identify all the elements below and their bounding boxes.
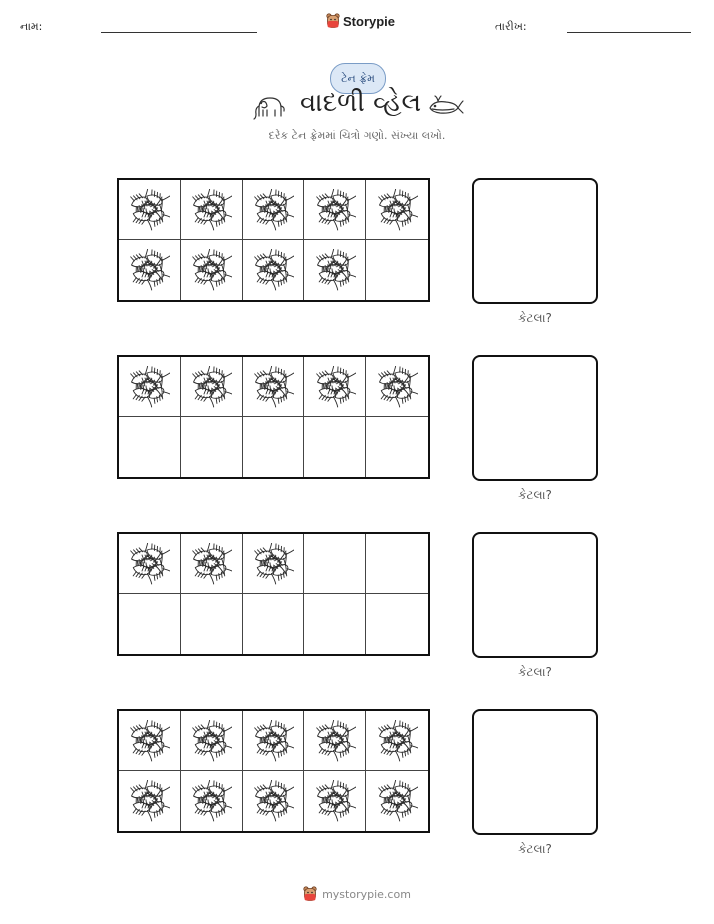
ten-frame-cell	[181, 180, 243, 240]
ten-frame-cell	[181, 534, 243, 594]
worksheet-title: વાદળી વ્હેલ	[300, 88, 422, 118]
ten-frame-cell	[181, 357, 243, 417]
ten-frame-cell	[366, 594, 428, 654]
ten-frame-cell	[119, 594, 181, 654]
krill-icon	[128, 780, 170, 822]
whale-icon	[428, 94, 464, 118]
krill-icon	[376, 720, 418, 762]
krill-icon	[190, 543, 232, 585]
krill-icon	[252, 249, 294, 291]
ten-frame-cell	[366, 711, 428, 771]
ten-frame-cell	[304, 711, 366, 771]
answer-box-1[interactable]	[472, 178, 598, 304]
footer-url: mystorypie.com	[322, 887, 411, 901]
krill-icon	[128, 543, 170, 585]
answer-box-4[interactable]	[472, 709, 598, 835]
title-row	[240, 88, 470, 128]
how-many-label-4: કેટલા?	[518, 842, 552, 856]
ten-frame-cell	[243, 771, 305, 831]
krill-icon	[128, 249, 170, 291]
ten-frame-cell	[304, 417, 366, 477]
ten-frame-3	[117, 532, 430, 656]
ten-frame-cell	[366, 534, 428, 594]
ten-frame-cell	[181, 417, 243, 477]
ten-frame-cell	[304, 534, 366, 594]
bear-icon	[326, 13, 340, 29]
ten-frame-cell	[304, 357, 366, 417]
krill-icon	[314, 780, 356, 822]
ten-frame-cell	[119, 357, 181, 417]
krill-icon	[252, 543, 294, 585]
ten-frame-2	[117, 355, 430, 479]
ten-frame-cell	[181, 711, 243, 771]
answer-box-3[interactable]	[472, 532, 598, 658]
date-field[interactable]	[567, 32, 691, 33]
ten-frame-cell	[366, 357, 428, 417]
krill-icon	[376, 780, 418, 822]
ten-frame-cell	[119, 240, 181, 300]
bear-icon	[303, 886, 317, 902]
ten-frame-cell	[243, 711, 305, 771]
topic-badge: ટેન ફ્રેમ	[330, 63, 386, 94]
ten-frame-4	[117, 709, 430, 833]
ten-frame-cell	[181, 240, 243, 300]
krill-icon	[252, 366, 294, 408]
brand-logo	[326, 13, 395, 29]
name-label: નામ:	[20, 20, 43, 33]
ten-frame-cell	[304, 771, 366, 831]
ten-frame-cell	[304, 180, 366, 240]
krill-icon	[128, 189, 170, 231]
ten-frame-cell	[119, 771, 181, 831]
ten-frame-cell	[366, 417, 428, 477]
answer-box-2[interactable]	[472, 355, 598, 481]
ten-frame-1	[117, 178, 430, 302]
krill-icon	[314, 366, 356, 408]
date-label: તારીખ:	[495, 20, 527, 33]
how-many-label-3: કેટલા?	[518, 665, 552, 679]
instructions: દરેક ટેન ફ્રેમમાં ચિત્રો ગણો. સંખ્યા લખો.	[268, 129, 446, 142]
krill-icon	[376, 189, 418, 231]
ten-frame-cell	[243, 180, 305, 240]
krill-icon	[252, 780, 294, 822]
ten-frame-cell	[243, 594, 305, 654]
ten-frame-cell	[119, 180, 181, 240]
name-field[interactable]	[101, 32, 257, 33]
krill-icon	[252, 720, 294, 762]
how-many-label-1: કેટલા?	[518, 311, 552, 325]
krill-icon	[190, 249, 232, 291]
ten-frame-cell	[243, 417, 305, 477]
krill-icon	[314, 189, 356, 231]
krill-icon	[376, 366, 418, 408]
krill-icon	[190, 720, 232, 762]
brand-name: Storypie	[343, 13, 396, 29]
elephant-icon	[253, 94, 287, 122]
krill-icon	[314, 249, 356, 291]
ten-frame-cell	[181, 594, 243, 654]
krill-icon	[314, 720, 356, 762]
ten-frame-cell	[304, 240, 366, 300]
ten-frame-cell	[243, 357, 305, 417]
ten-frame-cell	[366, 180, 428, 240]
krill-icon	[128, 720, 170, 762]
ten-frame-cell	[119, 711, 181, 771]
krill-icon	[190, 780, 232, 822]
krill-icon	[190, 189, 232, 231]
how-many-label-2: કેટલા?	[518, 488, 552, 502]
krill-icon	[128, 366, 170, 408]
krill-icon	[190, 366, 232, 408]
ten-frame-cell	[181, 771, 243, 831]
ten-frame-cell	[366, 240, 428, 300]
ten-frame-cell	[119, 417, 181, 477]
ten-frame-cell	[366, 771, 428, 831]
ten-frame-cell	[243, 240, 305, 300]
krill-icon	[252, 189, 294, 231]
ten-frame-cell	[119, 534, 181, 594]
ten-frame-cell	[304, 594, 366, 654]
ten-frame-cell	[243, 534, 305, 594]
footer	[0, 886, 714, 902]
